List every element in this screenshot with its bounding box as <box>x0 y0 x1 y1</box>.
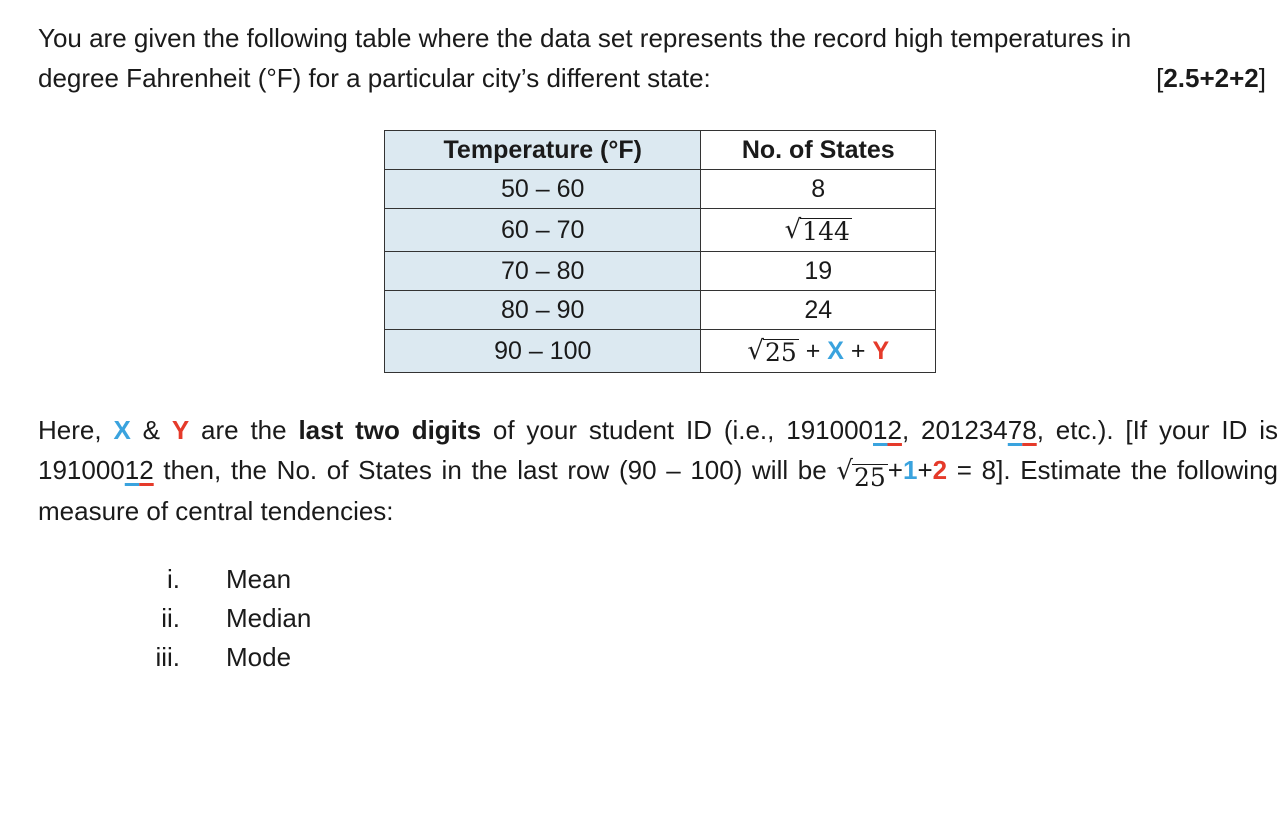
table-row <box>385 252 936 291</box>
cell-states: √ 25 + X + Y <box>701 330 936 373</box>
example-y: 2 <box>932 455 948 485</box>
list-number: i. <box>167 564 180 594</box>
list-number: iii. <box>155 642 180 672</box>
cell-states <box>701 209 936 252</box>
header-no-of-states: No. of States <box>701 131 936 170</box>
instructions-paragraph: Here, X & Y are the last two digits of your student ID (i.e., 19100012, 20123478, etc.). [If your ID is 19100012 then, the No. of States in the last row (90 – 100) will be √ 25 +1+2 = 8]. Estimate the following measure of central tendencies: <box>38 415 1279 526</box>
cell-range: 60 – 70 <box>385 209 701 252</box>
marks-value: 2.5+2+2 <box>1163 63 1259 93</box>
sqrt-expression <box>785 215 852 245</box>
cell-states: 24 <box>701 291 936 330</box>
intro-line-2: degree Fahrenheit (°F) for a particular city’s different state: <box>38 63 711 93</box>
list-label: Mean <box>226 564 292 594</box>
table-row <box>385 170 936 209</box>
list-label: Mode <box>226 642 292 672</box>
id-digit-y: 2 <box>139 455 154 485</box>
variable-x: X <box>827 337 844 365</box>
frequency-table <box>384 130 936 373</box>
example-x: 1 <box>902 455 918 485</box>
sqrt-expression <box>836 451 887 491</box>
cell-states: 19 <box>701 252 936 291</box>
table-row <box>385 209 936 252</box>
radicand: 144 <box>802 217 850 246</box>
list-label: Median <box>226 603 312 633</box>
list-item <box>130 638 311 677</box>
variable-y: Y <box>872 337 890 365</box>
id-digit-y: 8 <box>1022 415 1037 445</box>
cell-range: 70 – 80 <box>385 252 701 291</box>
cell-range: 90 – 100 <box>385 330 701 373</box>
id-digit-x: 7 <box>1007 415 1023 445</box>
marks-allocation: [2.5+2+2] <box>1156 63 1266 93</box>
cell-range: 80 – 90 <box>385 291 701 330</box>
radical-sign: √ <box>784 215 802 245</box>
emphasis-last-two-digits: last two digits <box>298 415 482 445</box>
cell-states: 8 <box>701 170 936 209</box>
intro-line-1: You are given the following table where the data set represents the record high temperatures in <box>38 23 1132 53</box>
measures-list <box>130 560 311 677</box>
header-temperature: Temperature (°F) <box>385 131 701 170</box>
list-item <box>130 560 311 599</box>
id-digit-x: 1 <box>124 455 140 485</box>
table-row <box>385 330 936 373</box>
id-digit-y: 2 <box>887 415 902 445</box>
radical-sign: √ <box>836 456 853 486</box>
list-number: ii. <box>161 603 180 633</box>
sqrt-expression <box>747 336 798 366</box>
table-row <box>385 291 936 330</box>
radical-sign: √ <box>747 336 764 366</box>
cell-range: 50 – 60 <box>385 170 701 209</box>
variable-y: Y <box>171 415 190 445</box>
radicand: 25 <box>853 463 886 492</box>
variable-x: X <box>113 415 131 445</box>
table-header-row <box>385 131 936 170</box>
radicand: 25 <box>764 338 797 367</box>
question-intro <box>38 18 1278 98</box>
id-digit-x: 1 <box>873 415 888 445</box>
list-item <box>130 599 311 638</box>
